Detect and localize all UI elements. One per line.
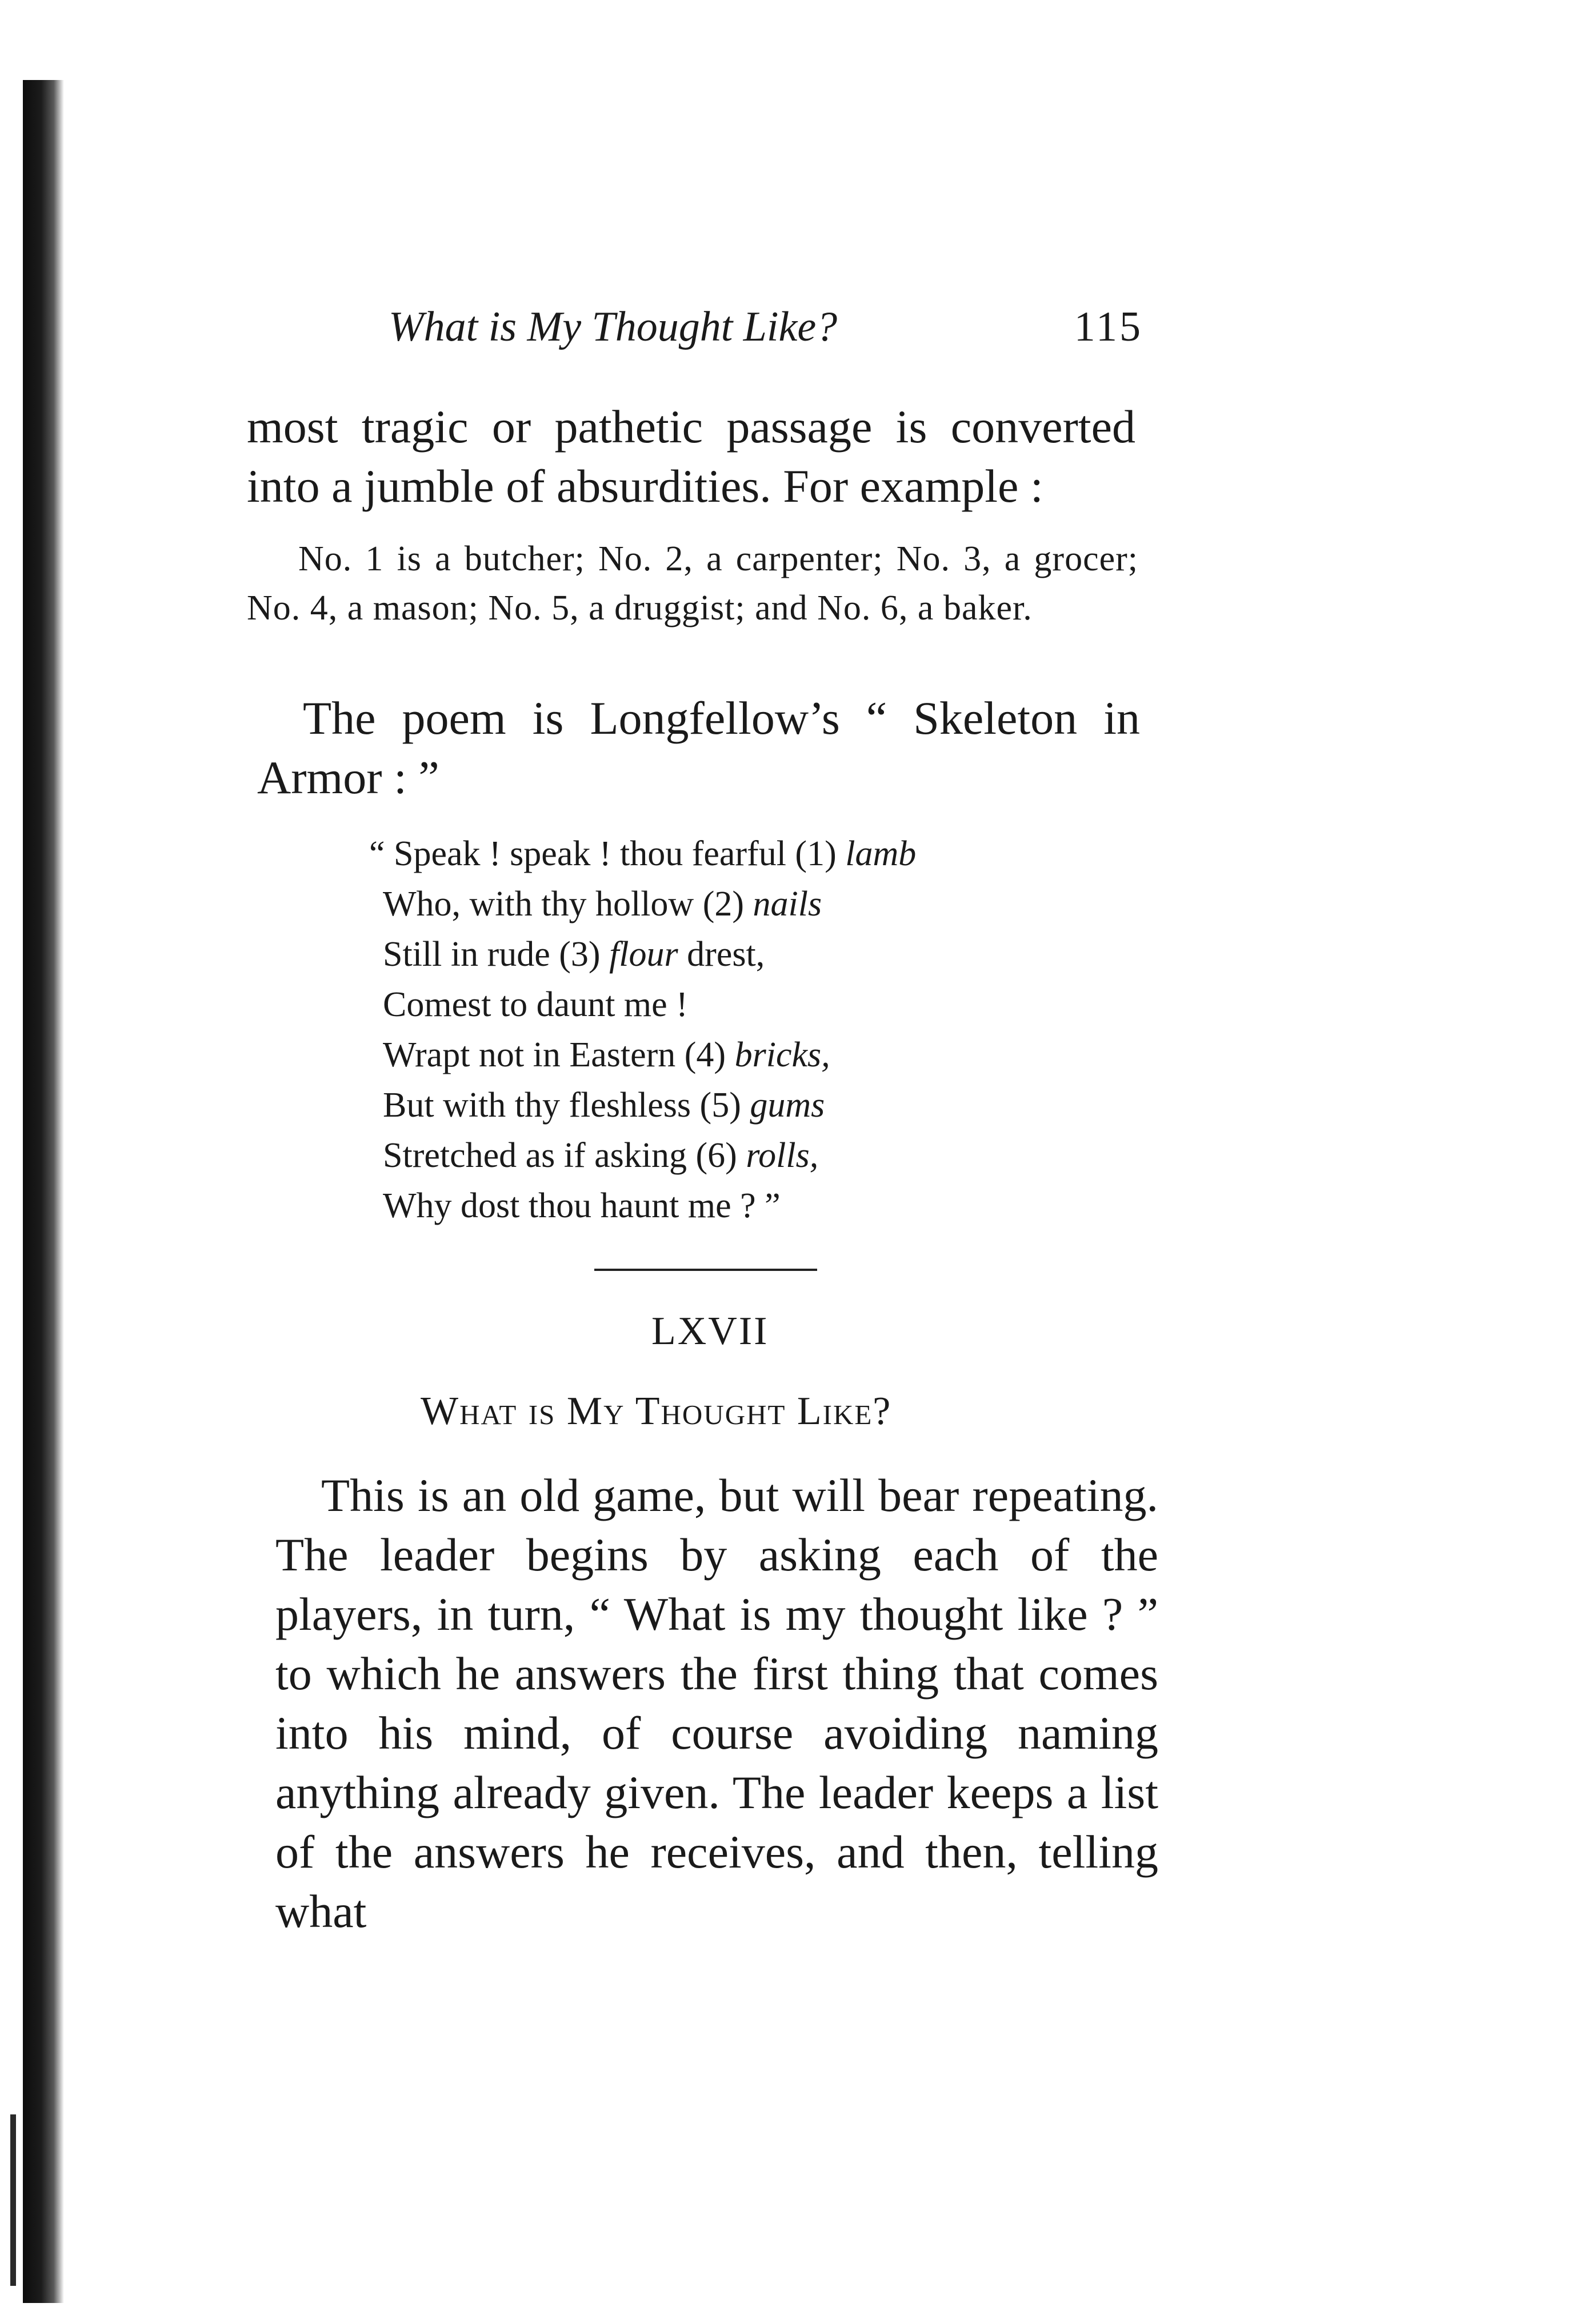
poem-line: Who, with thy hollow (2) nails: [383, 885, 822, 923]
substituted-word: bricks,: [734, 1035, 830, 1074]
poem-line: Still in rude (3) flour drest,: [383, 935, 765, 974]
section-body-paragraph: This is an old game, but will bear repeating. The leader begins by asking each of the players, in turn, “ What is my thought like ? ” to which he answers the first thing that comes into his mind, of course avoiding naming anything already given. The leader keeps a list of the answers he receives, and then, telling what: [275, 1469, 1158, 1937]
poem-line: Why dost thou haunt me ? ”: [383, 1186, 781, 1225]
continuation-paragraph: most tragic or pathetic passage is converted into a jumble of absurdities. For example :: [247, 401, 1135, 512]
section-title: What is My Thought Like?: [421, 1389, 892, 1433]
section-divider: [594, 1269, 817, 1271]
poem-line: But with thy fleshless (5) gums: [383, 1086, 825, 1125]
page-edge-mark: [10, 2114, 16, 2286]
substituted-word: flour: [609, 935, 678, 974]
poem-line: Wrapt not in Eastern (4) bricks,: [383, 1035, 830, 1074]
example-paragraph: No. 1 is a butcher; No. 2, a carpenter; No. 3, a grocer; No. 4, a mason; No. 5, a druggist; and No. 6, a baker.: [247, 539, 1138, 627]
poem-stanza: [369, 829, 1069, 1231]
running-header: [389, 303, 1143, 366]
section-number: LXVII: [651, 1309, 769, 1353]
substituted-word: nails: [753, 885, 822, 923]
page-number: 115: [1074, 303, 1143, 350]
book-spine-shadow: [23, 80, 64, 2303]
poem-line: “ Speak ! speak ! thou fearful (1) lamb: [369, 834, 917, 873]
poem-line: Stretched as if asking (6) rolls,: [383, 1136, 819, 1175]
running-title: What is My Thought Like?: [389, 303, 838, 350]
substituted-word: rolls,: [746, 1136, 819, 1175]
poem-intro-paragraph: The poem is Longfellow’s “ Skeleton in Armor : ”: [257, 692, 1140, 803]
poem-line: Comest to daunt me !: [383, 985, 688, 1024]
substituted-word: gums: [750, 1086, 825, 1125]
substituted-word: lamb: [845, 834, 917, 873]
